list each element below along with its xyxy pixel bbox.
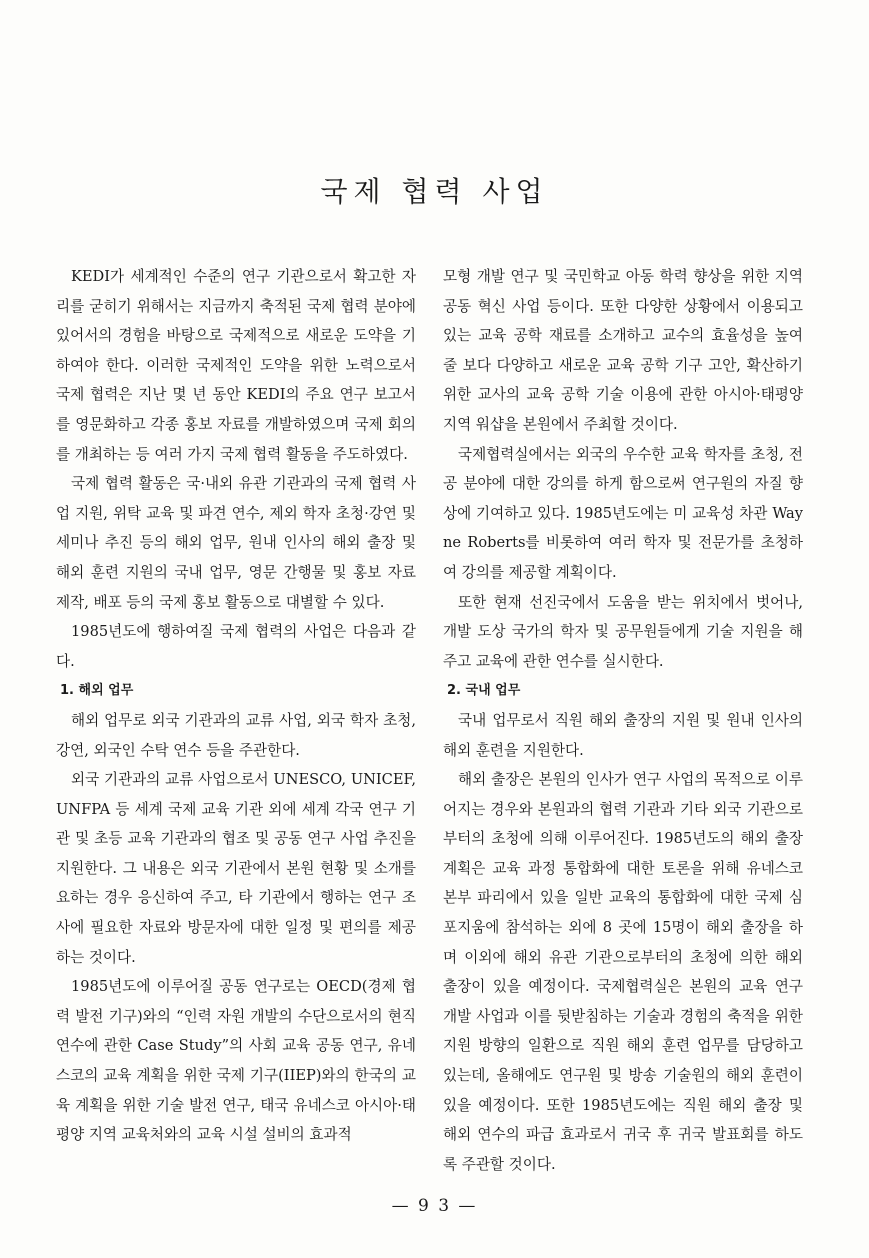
paragraph: 해외 업무로 외국 기관과의 교류 사업, 외국 학자 초청, 강연, 외국인 수탁 연수 등을 주관한다.	[56, 711, 416, 759]
page-title: 국제 협력 사업	[320, 175, 549, 208]
paragraph: 해외 출장은 본원의 인사가 연구 사업의 목적으로 이루어지는 경우와 본원과의 협력 기관과 기타 외국 기관으로부터의 초청에 의해 이루어진다. 1985년도의 해외 출장 계획은 교육 과정 통합화에 대한 토론을 위해 유네스코 본부 파리에서 있을 일반 교육의 통합화에 대한 국제 심포지움에 참석하는 외에 8 곳에 15명이 해외 출장을 하며 이외에 해외 유관 기관으로부터의 초청에 의한 해외 출장이 있을 예정이다. 국제협력실은 본원의 교육 연구 개발 사업과 이를 뒷받침하는 기술과 경험의 축적을 위한 지원 방향의 일환으로 직원 해외 훈련 업무를 담당하고 있는데, 올해에도 연구원 및 방송 기술원의 해외 훈련이 있을 예정이다. 또한 1985년도에는 직원 해외 출장 및 해외 연수의 파급 효과로서 귀국 후 귀국 발표회를 하도록 주관할 것이다.	[443, 771, 803, 1173]
paragraph: 1985년도에 행하여질 국제 협력의 사업은 다음과 같다.	[56, 623, 416, 670]
paragraph: 국내 업무로서 직원 해외 출장의 지원 및 원내 인사의 해외 훈련을 지원한다.	[443, 711, 803, 759]
section-heading: 1. 해외 업무	[60, 683, 134, 699]
paragraph: 외국 기관과의 교류 사업으로서 UNESCO, UNICEF, UNFPA 등 세계 국제 교육 기관 외에 세계 각국 연구 기관 및 초등 교육 기관과의 협조 및 공동 연구 사업 추진을 지원한다. 그 내용은 외국 기관에서 본원 현황 및 소개를 요하는 경우 응신하여 주고, 타 기관에서 행하는 연구 조사에 필요한 자료와 방문자에 대한 일정 및 편의를 제공하는 것이다.	[56, 771, 416, 966]
paragraph: 1985년도에 이루어질 공동 연구로는 OECD(경제 협력 발전 기구)와의 “인력 자원 개발의 수단으로서의 현직 연수에 관한 Case Study”의 사회 교육 공동 연구, 유네스코의 교육 계획을 위한 국제 기구(IIEP)와의 한국의 교육 계획을 위한 기술 발전 연구, 태국 유네스코 아시아·태평양 지역 교육처와의 교육 시설 설비의 효과적	[56, 978, 416, 1144]
paragraph: KEDI가 세계적인 수준의 연구 기관으로서 확고한 자리를 굳히기 위해서는 지금까지 축적된 국제 협력 분야에 있어서의 경험을 바탕으로 국제적으로 새로운 도약을 기하여야 한다. 이러한 국제적인 도약을 위한 노력으로서 국제 협력은 지난 몇 년 동안 KEDI의 주요 연구 보고서를 영문화하고 각종 홍보 자료를 개발하였으며 국제 회의를 개최하는 등 여러 가지 국제 협력 활동을 주도하였다.	[56, 268, 416, 463]
paragraph: 국제협력실에서는 외국의 우수한 교육 학자를 초청, 전공 분야에 대한 강의를 하게 함으로써 연구원의 자질 향상에 기여하고 있다. 1985년도에는 미 교육성 차관 Wayne Roberts를 비롯하여 여러 학자 및 전문가를 초청하여 강의를 제공할 계획이다.	[443, 445, 803, 581]
paragraph: 또한 현재 선진국에서 도움을 받는 위치에서 벗어나, 개발 도상 국가의 학자 및 공무원들에게 기술 지원을 해 주고 교육에 관한 연수를 실시한다.	[443, 593, 803, 670]
right-column	[443, 262, 803, 1179]
section-heading: 2. 국내 업무	[447, 683, 521, 699]
left-column	[56, 262, 416, 1150]
page-number: — 9 3 —	[391, 1196, 478, 1216]
paragraph: 국제 협력 활동은 국·내외 유관 기관과의 국제 협력 사업 지원, 위탁 교육 및 파견 연수, 제외 학자 초청·강연 및 세미나 추진 등의 해외 업무, 원내 인사의 해외 출장 및 해외 훈련 지원의 국내 업무, 영문 간행물 및 홍보 자료 제작, 배포 등의 국제 홍보 활동으로 대별할 수 있다.	[56, 475, 416, 611]
paragraph: 모형 개발 연구 및 국민학교 아동 학력 향상을 위한 지역 공동 혁신 사업 등이다. 또한 다양한 상황에서 이용되고 있는 교육 공학 재료를 소개하고 교수의 효율성을 높여 줄 보다 다양하고 새로운 교육 공학 기구 고안, 확산하기 위한 교사의 교육 공학 기술 이용에 관한 아시아·태평양 지역 워샵을 본원에서 주최할 것이다.	[443, 268, 803, 433]
